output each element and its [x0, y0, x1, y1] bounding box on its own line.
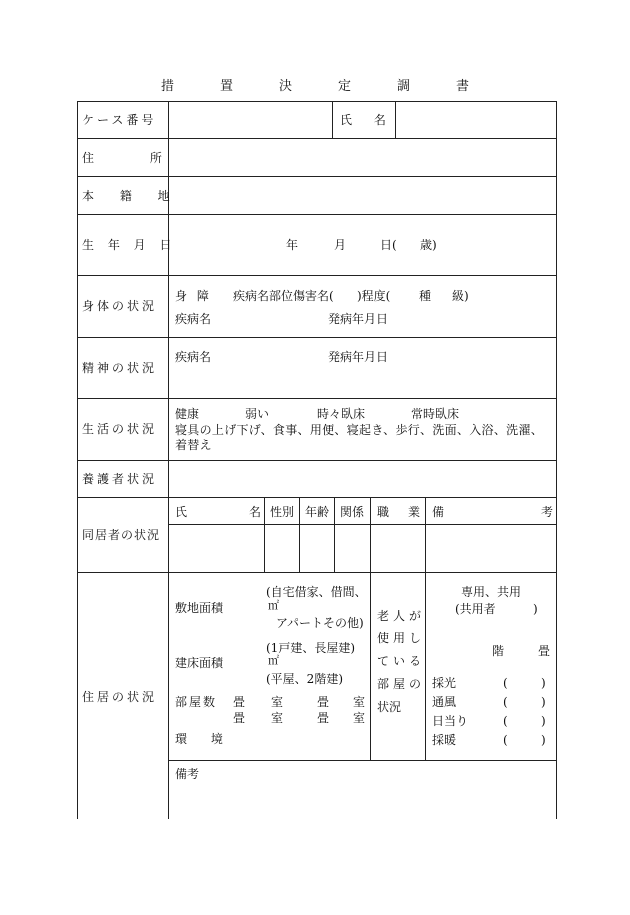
condition-heating: 採暖 — [432, 733, 457, 747]
condition-sunlight: 日当り — [432, 714, 469, 728]
physical-grade-label: 級) — [452, 289, 469, 303]
building-area-label: 建床面積 — [175, 656, 224, 670]
floor-unit: 階 — [492, 644, 505, 658]
site-type-line1: (自宅借家、借間、 — [266, 585, 367, 599]
mental-onset-label: 発病年月日 — [328, 350, 389, 364]
physical-disease-name-label: 疾病名 — [175, 312, 212, 326]
row-divider — [77, 460, 557, 461]
row-divider — [77, 275, 557, 276]
housing-remarks-label: 備考 — [175, 767, 200, 781]
label-cohabitant: 同居者の状況 — [82, 528, 161, 542]
label-column-divider — [168, 101, 169, 819]
life-status-healthy: 健康 — [175, 407, 200, 421]
life-status-always-bedridden: 常時臥床 — [411, 407, 460, 421]
mental-disease-name-label: 疾病名 — [175, 350, 212, 364]
environment-label: 環 境 — [175, 732, 223, 746]
site-type-line2: アパートその他) — [276, 616, 364, 630]
label-life: 生活の状況 — [82, 422, 158, 436]
life-status-sometimes-bedridden: 時々臥床 — [317, 407, 366, 421]
cohabitant-header-name-1: 氏 — [175, 505, 188, 519]
site-area-unit: ㎡ — [268, 599, 279, 612]
birth-year-unit: 年 — [286, 238, 299, 252]
rooms-label: 部屋数 — [175, 695, 218, 709]
elder-room-label-2: 使用し — [377, 631, 426, 645]
rooms-tatami-2: 畳 — [317, 695, 330, 709]
label-name: 氏 名 — [340, 113, 386, 127]
label-physical: 身体の状況 — [82, 299, 158, 313]
rooms-room-1: 室 — [271, 695, 284, 709]
table-border-left — [77, 101, 78, 819]
physical-disease-part-label: 疾病名部位傷害名( — [233, 289, 334, 303]
page-title: 措 置 決 定 調 書 — [160, 79, 470, 94]
life-activities: 寝具の上げ下げ、食事、用便、寝起き、歩行、洗面、入浴、洗濯、着替え — [175, 423, 544, 452]
birth-age-unit: 歳) — [420, 238, 437, 252]
condition-ventilation: 通風 — [432, 695, 457, 709]
cohabitant-col-divider — [334, 497, 335, 572]
condition-lighting: 採光 — [432, 676, 457, 690]
label-housing: 住居の状況 — [82, 690, 158, 704]
row-divider — [77, 572, 557, 573]
housing-remarks-divider — [168, 760, 557, 761]
condition-ventilation-close: ) — [541, 695, 546, 709]
label-case-number: ケース番号 — [82, 113, 157, 127]
cohabitant-header-remarks-1: 備 — [432, 505, 445, 519]
physical-degree-label: )程度( — [357, 289, 391, 303]
condition-ventilation-open: ( — [503, 695, 508, 709]
birth-month-unit: 月 — [334, 238, 347, 252]
physical-onset-label: 発病年月日 — [328, 312, 389, 326]
row-divider — [77, 337, 557, 338]
site-area-label: 敷地面積 — [175, 601, 224, 615]
row-divider — [77, 497, 557, 498]
elder-room-label-5: 状況 — [377, 700, 402, 714]
cohabitant-col-divider — [264, 497, 265, 572]
condition-sunlight-open: ( — [503, 714, 508, 728]
cohabitant-header-occupation-2: 業 — [408, 505, 421, 519]
shared-with-label: (共用者 — [455, 602, 496, 616]
cohabitant-col-divider — [370, 497, 371, 760]
rooms-room-4: 室 — [353, 711, 366, 725]
physical-disability-label: 身 障 — [175, 289, 209, 303]
elder-room-label-4: 部屋の — [377, 677, 426, 691]
label-guardian: 養護者状況 — [82, 472, 158, 486]
condition-sunlight-close: ) — [541, 714, 546, 728]
row-divider — [77, 176, 557, 177]
building-area-unit: ㎡ — [268, 654, 279, 667]
condition-lighting-open: ( — [503, 676, 508, 690]
shared-with-close: ) — [533, 602, 538, 616]
cohabitant-header-remarks-2: 考 — [541, 505, 554, 519]
cohabitant-header-name-2: 名 — [249, 505, 262, 519]
cohabitant-col-divider — [425, 497, 426, 760]
table-border-right — [556, 101, 557, 819]
label-birthdate: 生 年 月 日 — [82, 238, 172, 252]
table-border-top — [77, 101, 557, 102]
condition-heating-open: ( — [503, 733, 508, 747]
physical-type-label: 種 — [419, 289, 432, 303]
cohabitant-header-divider — [168, 524, 557, 525]
name-cell-divider — [395, 101, 396, 138]
cohabitant-header-relation: 関係 — [340, 505, 365, 519]
building-type-line1: (1戸建、長屋建) — [266, 641, 355, 655]
birth-day-unit: 日( — [380, 238, 397, 252]
label-mental: 精神の状況 — [82, 361, 158, 375]
label-domicile: 本 籍 地 — [82, 189, 170, 203]
building-type-line2: (平屋、2階建) — [266, 672, 343, 686]
rooms-room-2: 室 — [353, 695, 366, 709]
elder-room-label-1: 老人が — [377, 609, 426, 623]
label-address: 住 所 — [82, 151, 162, 165]
cohabitant-col-divider — [299, 497, 300, 572]
tatami-unit: 畳 — [538, 644, 551, 658]
elder-room-label-3: ている — [377, 654, 426, 668]
row-divider — [77, 398, 557, 399]
row-divider — [77, 138, 557, 139]
life-status-weak: 弱い — [245, 407, 270, 421]
room-usage: 専用、共用 — [461, 585, 522, 599]
rooms-room-3: 室 — [271, 711, 284, 725]
name-cell-divider — [332, 101, 333, 138]
rooms-tatami-4: 畳 — [317, 711, 330, 725]
cohabitant-header-age: 年齢 — [305, 505, 330, 519]
row-divider — [77, 214, 557, 215]
cohabitant-header-occupation-1: 職 — [377, 505, 390, 519]
rooms-tatami-1: 畳 — [233, 695, 246, 709]
condition-lighting-close: ) — [541, 676, 546, 690]
condition-heating-close: ) — [541, 733, 546, 747]
cohabitant-header-sex: 性別 — [270, 505, 295, 519]
rooms-tatami-3: 畳 — [233, 711, 246, 725]
